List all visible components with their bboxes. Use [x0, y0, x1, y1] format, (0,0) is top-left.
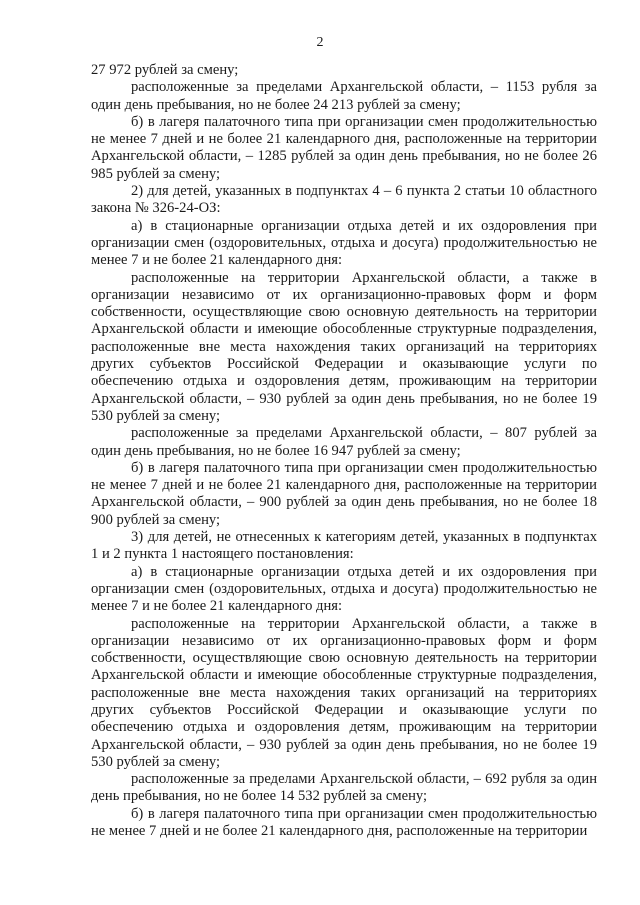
paragraph: а) в стационарные организации отдыха детей и их оздоровления при организации смен (оздоровительных, отдыха и досуга) продолжительностью не менее 7 и не более 21 календарного дня: [91, 563, 597, 615]
paragraph: расположенные за пределами Архангельской области, – 692 рубля за один день пребывания, но не более 14 532 рублей за смену; [91, 771, 597, 805]
paragraph: б) в лагеря палаточного типа при организации смен продолжительностью не менее 7 дней и не более 21 календарного дня, расположенные на территории [91, 805, 597, 840]
paragraph: 27 972 рублей за смену; [91, 62, 239, 78]
paragraph: а) в стационарные организации отдыха детей и их оздоровления при организации смен (оздоровительных, отдыха и досуга) продолжительностью не менее 7 и не более 21 календарного дня: [91, 217, 597, 269]
paragraph: расположенные на территории Архангельской области, а также в организации независимо от их организационно-правовых форм и форм собственности, осуществляющие свою основную деятельность на территории Архангельской области и имеющие обособленные структурные подразделения, расположенные вне места нахождения таких организаций на территориях других субъектов Российской Федерации и оказывающие услуги по обеспечению отдыха и оздоровления детям, проживающим на территории Архангельской области, – 930 рублей за один день пребывания, но не более 19 530 рублей за смену; [91, 615, 597, 770]
paragraph: расположенные за пределами Архангельской области, – 1153 рубля за один день пребывания, но не более 24 213 рублей за смену; [91, 79, 597, 113]
paragraph: 3) для детей, не отнесенных к категориям детей, указанных в подпунктах 1 и 2 пункта 1 настоящего постановления: [91, 529, 597, 563]
paragraph: расположенные на территории Архангельской области, а также в организации независимо от их организационно-правовых форм и форм собственности, осуществляющие свою основную деятельность на территории Архангельской области и имеющие обособленные структурные подразделения, расположенные вне места нахождения таких организаций на территориях других субъектов Российской Федерации и оказывающие услуги по обеспечению отдыха и оздоровления детям, проживающим на территории Архангельской области, – 930 рублей за один день пребывания, но не более 19 530 рублей за смену; [91, 269, 597, 424]
paragraph: б) в лагеря палаточного типа при организации смен продолжительностью не менее 7 дней и не более 21 календарного дня, расположенные на территории Архангельской области, – 1285 рублей за один день пребывания, но не более 26 985 рублей за смену; [91, 113, 597, 182]
page-number: 2 [316, 35, 324, 50]
paragraph: 2) для детей, указанных в подпунктах 4 – 6 пункта 2 статьи 10 областного закона № 326-24-ОЗ: [91, 183, 597, 217]
paragraph: расположенные за пределами Архангельской области, – 807 рублей за один день пребывания, но не более 16 947 рублей за смену; [91, 425, 597, 459]
document-body [91, 62, 597, 840]
paragraph: б) в лагеря палаточного типа при организации смен продолжительностью не менее 7 дней и не более 21 календарного дня, расположенные на территории Архангельской области, – 900 рублей за один день пребывания, но не более 18 900 рублей за смену; [91, 459, 597, 528]
